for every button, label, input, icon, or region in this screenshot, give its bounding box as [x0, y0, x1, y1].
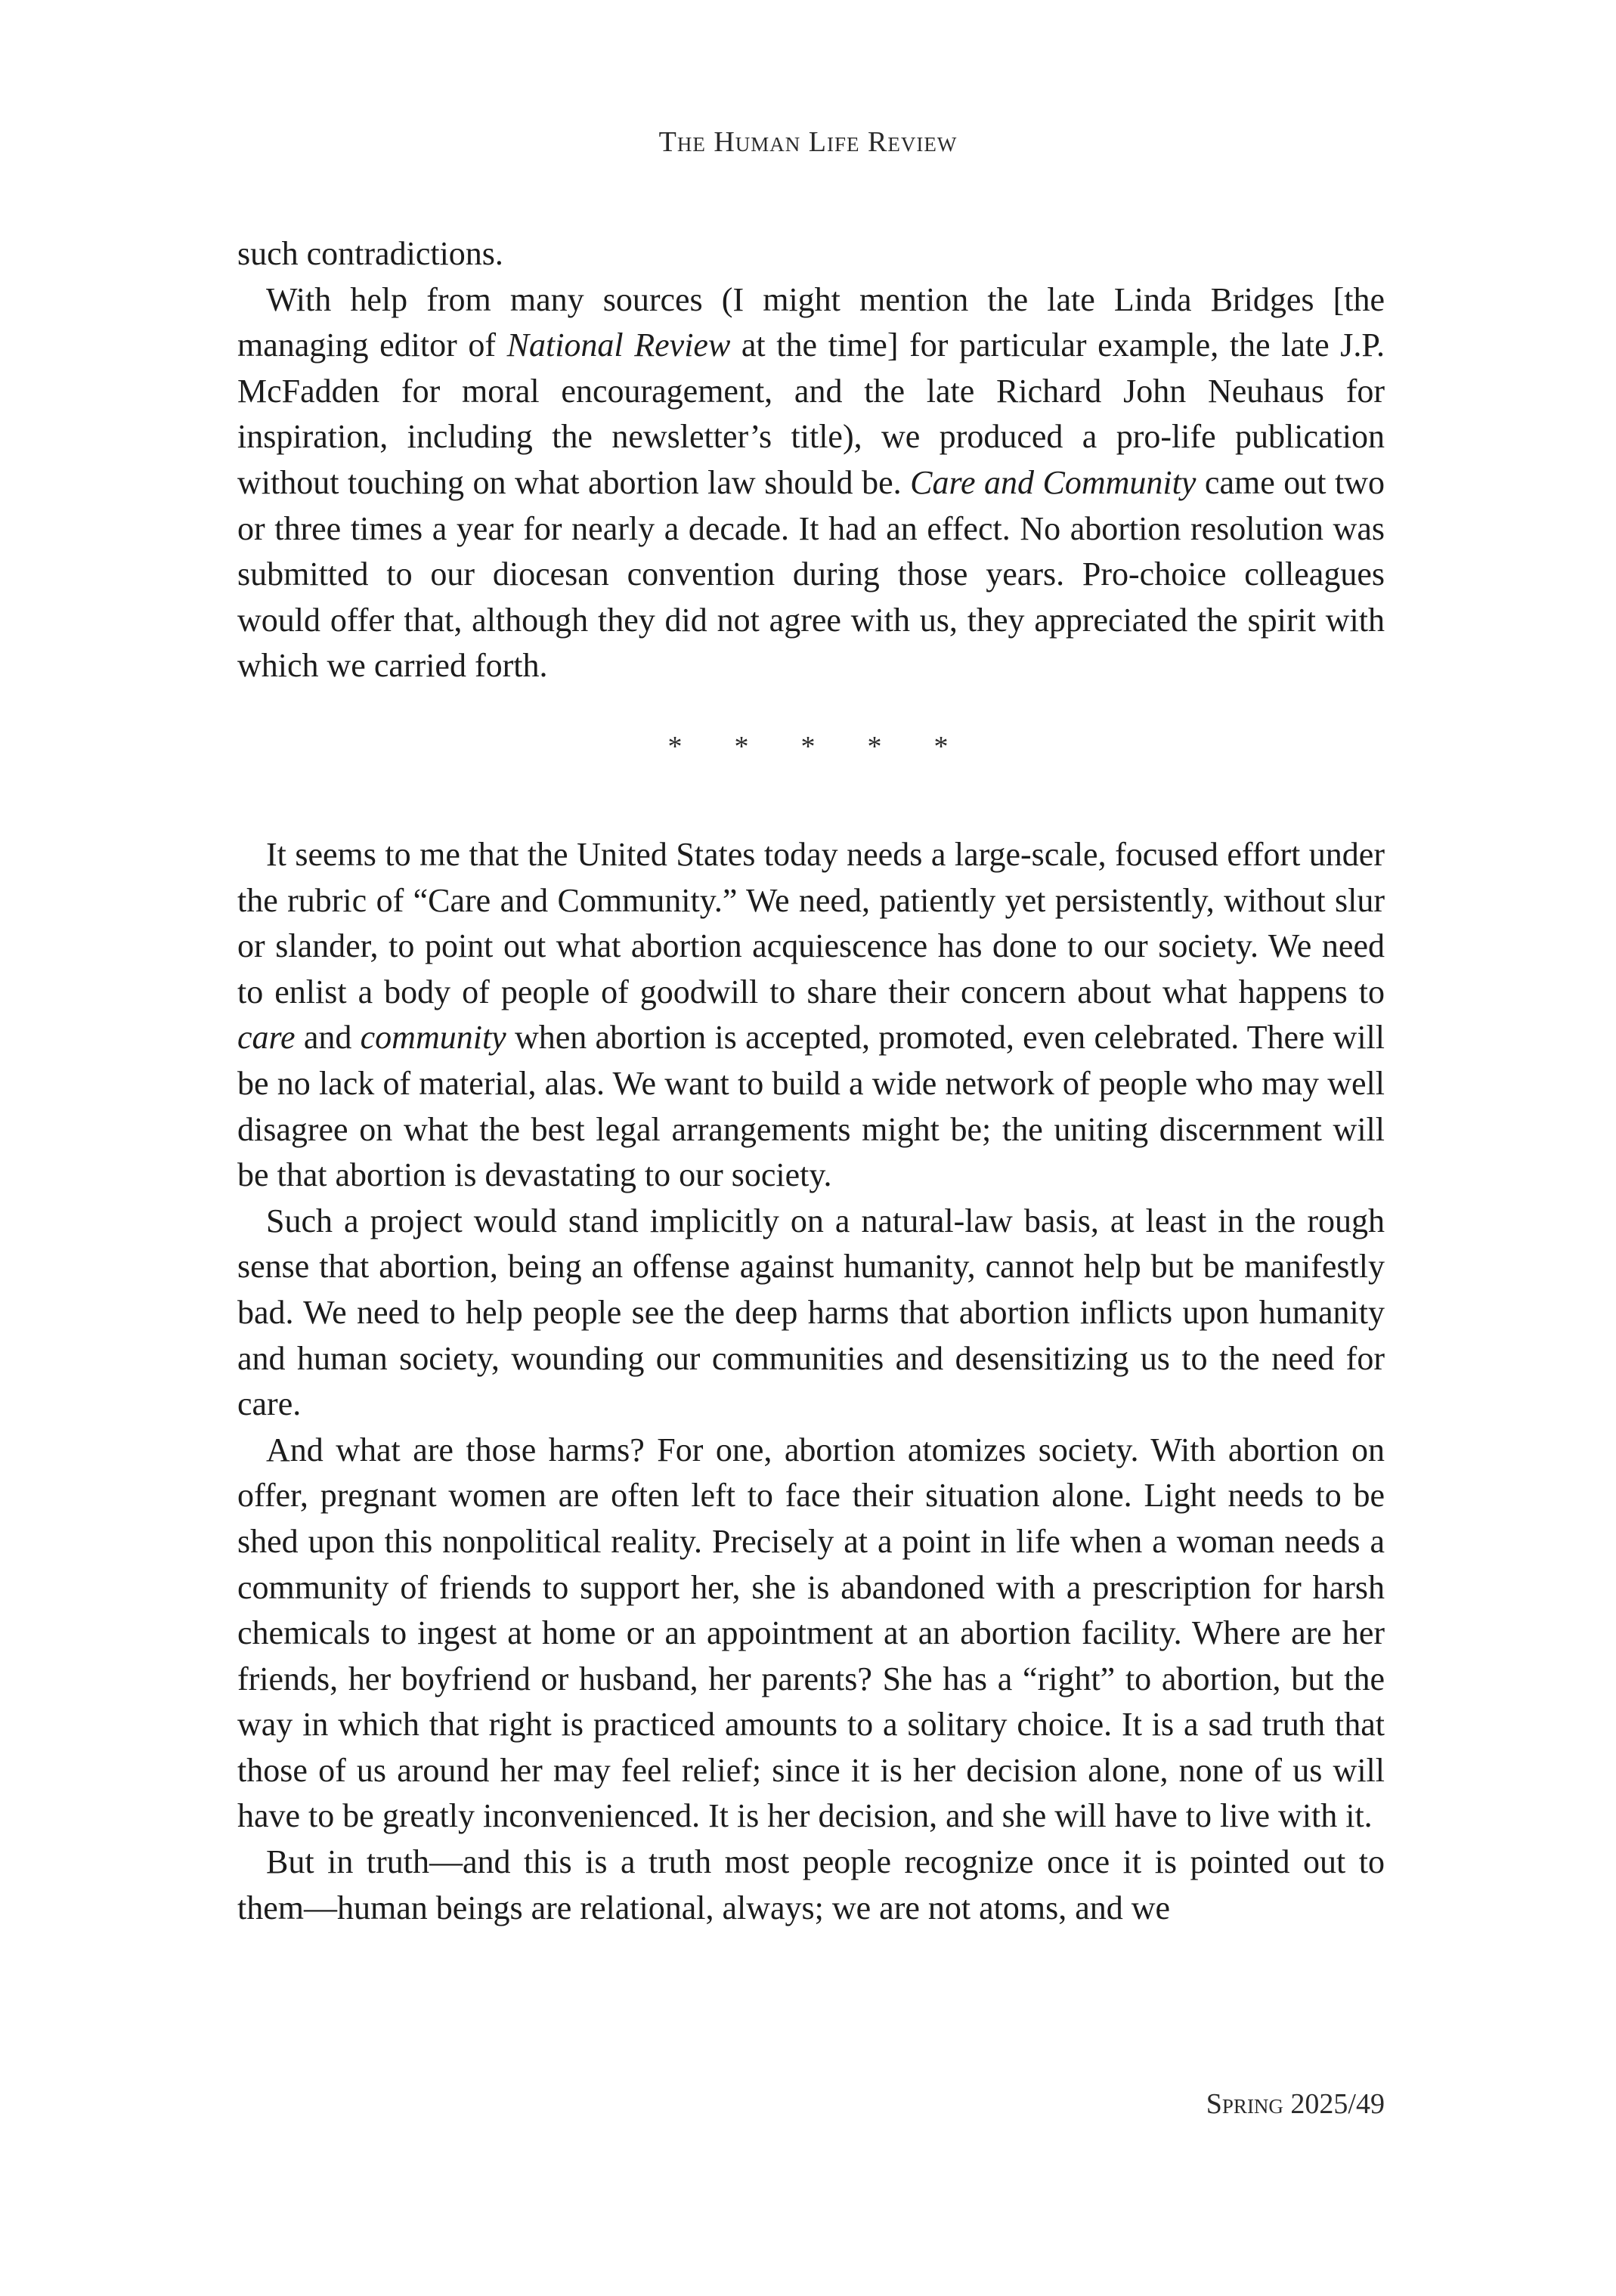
section-break-ornament — [0, 730, 1616, 763]
asterisk: * — [867, 731, 882, 763]
asterisk: * — [734, 731, 749, 763]
text-block-top — [237, 231, 1385, 689]
text-run: With help from many sources (I might mention the late Linda Bridges [the managing editor of — [237, 280, 1385, 364]
text-run: when abortion is accepted, promoted, even celebrated. There will be no lack of material, alas. We want to build a wide network of people who may well disagree on what the best legal arrangements might be; the uniting discernment will be that abortion is devastating to our society. — [237, 1019, 1385, 1194]
publication-title: Care and Community — [910, 463, 1197, 501]
paragraph-continuation: such contradictions. — [237, 235, 503, 272]
asterisk: * — [667, 731, 683, 763]
emphasis: care — [237, 1019, 296, 1057]
paragraph — [237, 832, 1385, 1199]
paragraph: But in truth—and this is a truth most people recognize once it is pointed out to them—human beings are relational, always; we are not atoms, and we — [237, 1843, 1385, 1926]
running-head: The Human Life Review — [658, 126, 958, 158]
emphasis: community — [360, 1019, 506, 1057]
publication-title: National Review — [506, 326, 731, 364]
text-run: It seems to me that the United States today needs a large-scale, focused effort under the rubric of “Care and Community.” We need, patiently yet persistently, without slur or slander, to point out what abortion acquiescence has done to our society. We need to enlist a body of people of goodwill to share their concern about what happens to — [237, 836, 1385, 1010]
asterisk: * — [800, 731, 816, 763]
text-run: came out two or three times a year for nearly a decade. It had an effect. No abortion resolution was submitted to our diocesan convention during those years. Pro-choice colleagues would offer that, although they did not agree with us, they appreciated the spirit with which we carried forth. — [237, 463, 1385, 685]
asterisk: * — [933, 731, 949, 763]
paragraph — [237, 277, 1385, 689]
text-block-main — [237, 832, 1385, 1931]
paragraph: Such a project would stand implicitly on a natural-law basis, at least in the rough sense that abortion, being an offense against humanity, cannot help but be manifestly bad. We need to help people see the deep harms that abortion inflicts upon humanity and human society, wounding our communities and desensitizing us to the need for care. — [237, 1202, 1385, 1423]
paragraph: And what are those harms? For one, abortion atomizes society. With abortion on offer, pregnant women are often left to face their situation alone. Light needs to be shed upon this nonpolitical reality. Precisely at a point in life when a woman needs a community of friends to support her, she is abandoned with a prescription for harsh chemicals to ingest at home or an appointment at an abortion facility. Where are her friends, her boyfriend or husband, her parents? She has a “right” to abortion, but the way in which that right is practiced amounts to a solitary choice. It is a sad truth that those of us around her may feel relief; since it is her decision alone, none of us will have to be greatly inconvenienced. It is her decision, and she will have to live with it. — [237, 1431, 1385, 1835]
page-folio: Spring 2025/49 — [1206, 2088, 1385, 2120]
text-run: and — [295, 1019, 361, 1057]
text-run: at the time] for particular example, the late J.P. McFadden for moral encouragement, and the late Richard John Neuhaus for inspiration, including the newsletter’s title), we produced a pro-life publication without touching on what abortion law should be. — [237, 326, 1385, 501]
